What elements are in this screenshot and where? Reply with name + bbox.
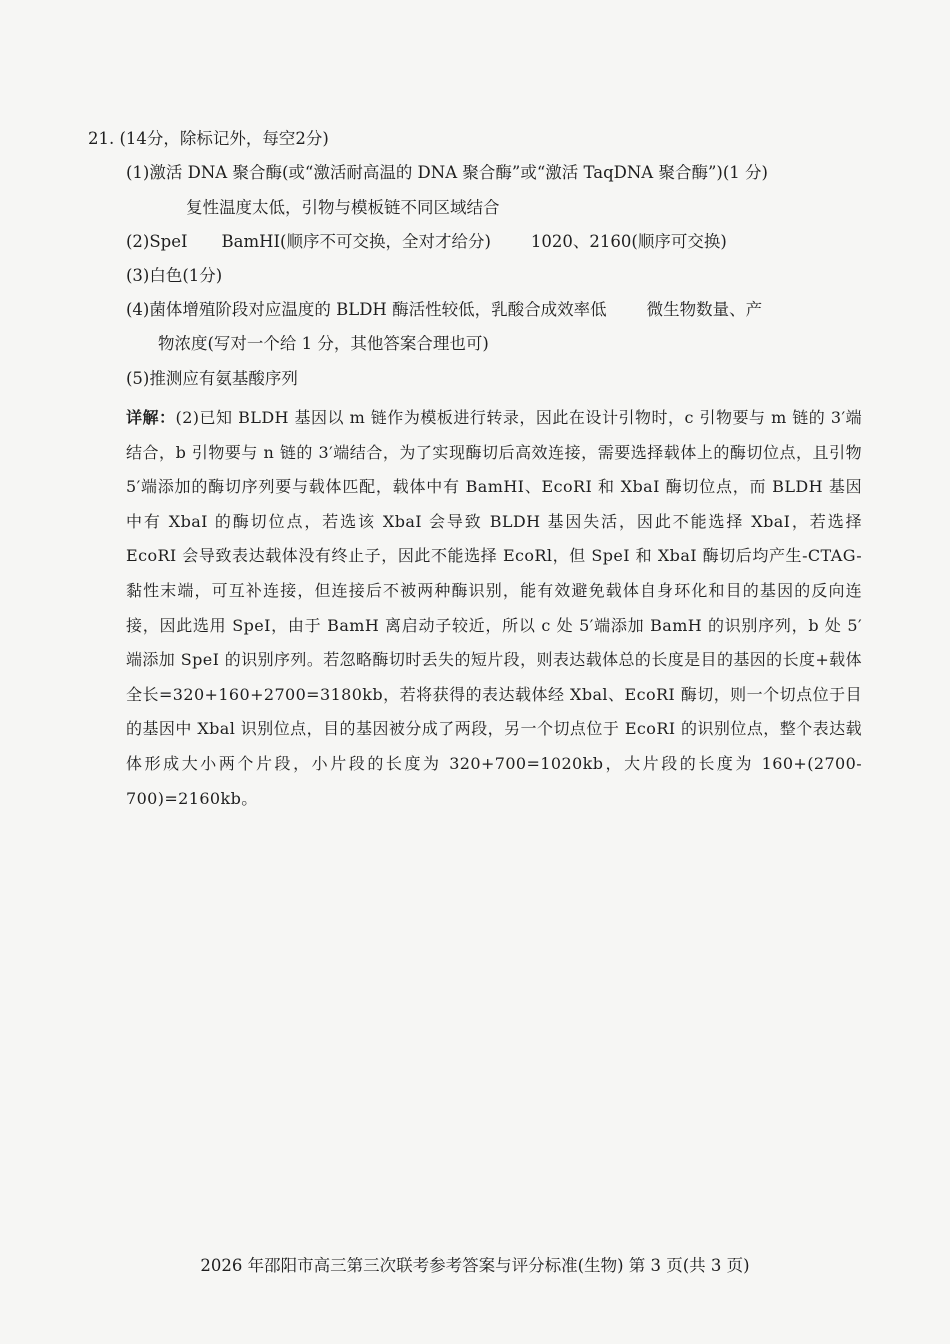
page-footer: 2026 年邵阳市高三第三次联考参考答案与评分标准(生物) 第 3 页(共 3 页): [200, 1256, 750, 1275]
detail-text: (2)已知 BLDH 基因以 m 链作为模板进行转录，因此在设计引物时，c 引物要与 m 链的 3′端结合，b 引物要与 n 链的 3′端结合，为了实现酶切后高效连接，需要选择载体上的酶切位点，且引物 5′端添加的酶切序列要与载体匹配，载体中有 BamHI、EcoRI 和 XbaI 酶切位点，而 BLDH 基因中有 XbaI 的酶切位点，若选该 XbaI 会导致 BLDH 基因失活，因此不能选择 XbaI，若选择 EcoRI 会导致表达载体没有终止子，因此不能选择 EcoRl，但 SpeI 和 XbaI 酶切后均产生-CTAG-黏性末端，可互补连接，但连接后不被两种酶识别，能有效避免载体自身环化和目的基因的反向连接，因此选用 SpeI，由于 BamH 离启动子较近，所以 c 处 5′端添加 BamH 的识别序列，b 处 5′端添加 SpeI 的识别序列。若忽略酶切时丢失的短片段，则表达载体总的长度是目的基因的长度+载体全长=320+160+2700=3180kb，若将获得的表达载体经 Xbal、EcoRI 酶切，则一个切点位于目的基因中 Xbal 识别位点，目的基因被分成了两段，另一个切点位于 EcoRI 的识别位点，整个表达载体形成大小两个片段，小片段的长度为 320+700=1020kb，大片段的长度为 160+(2700-700)=2160kb。: [126, 408, 862, 808]
question-number: 21.: [88, 129, 115, 148]
answer-1-line-1: (1)激活 DNA 聚合酶(或“激活耐高温的 DNA 聚合酶”或“激活 TaqDNA 聚合酶”)(1 分): [126, 163, 768, 182]
detail-label: 详解：: [126, 408, 176, 427]
answer-4-line-1: [126, 298, 762, 322]
answer-2-blank-2: BamHI(顺序不可交换，全对才给分): [221, 232, 491, 251]
answer-5: (5)推测应有氨基酸序列: [126, 369, 298, 388]
question-scoring-note: (14分，除标记外，每空2分): [119, 129, 329, 148]
answer-4-blank-2: 微生物数量、产: [646, 300, 763, 319]
answer-2-blank-3: 1020、2160(顺序可交换): [530, 232, 727, 251]
answer-2-blank-1: (2)SpeI: [126, 232, 188, 251]
detailed-explanation: [126, 401, 862, 816]
answer-1-line-2: 复性温度太低，引物与模板链不同区域结合: [186, 198, 500, 217]
answer-3: (3)白色(1分): [126, 266, 223, 285]
question-header: [88, 127, 329, 151]
answer-4-line-2: 物浓度(写对一个给 1 分，其他答案合理也可): [158, 334, 489, 353]
answer-2: [126, 230, 727, 254]
answer-4-blank-1: (4)菌体增殖阶段对应温度的 BLDH 酶活性较低，乳酸合成效率低: [126, 300, 607, 319]
